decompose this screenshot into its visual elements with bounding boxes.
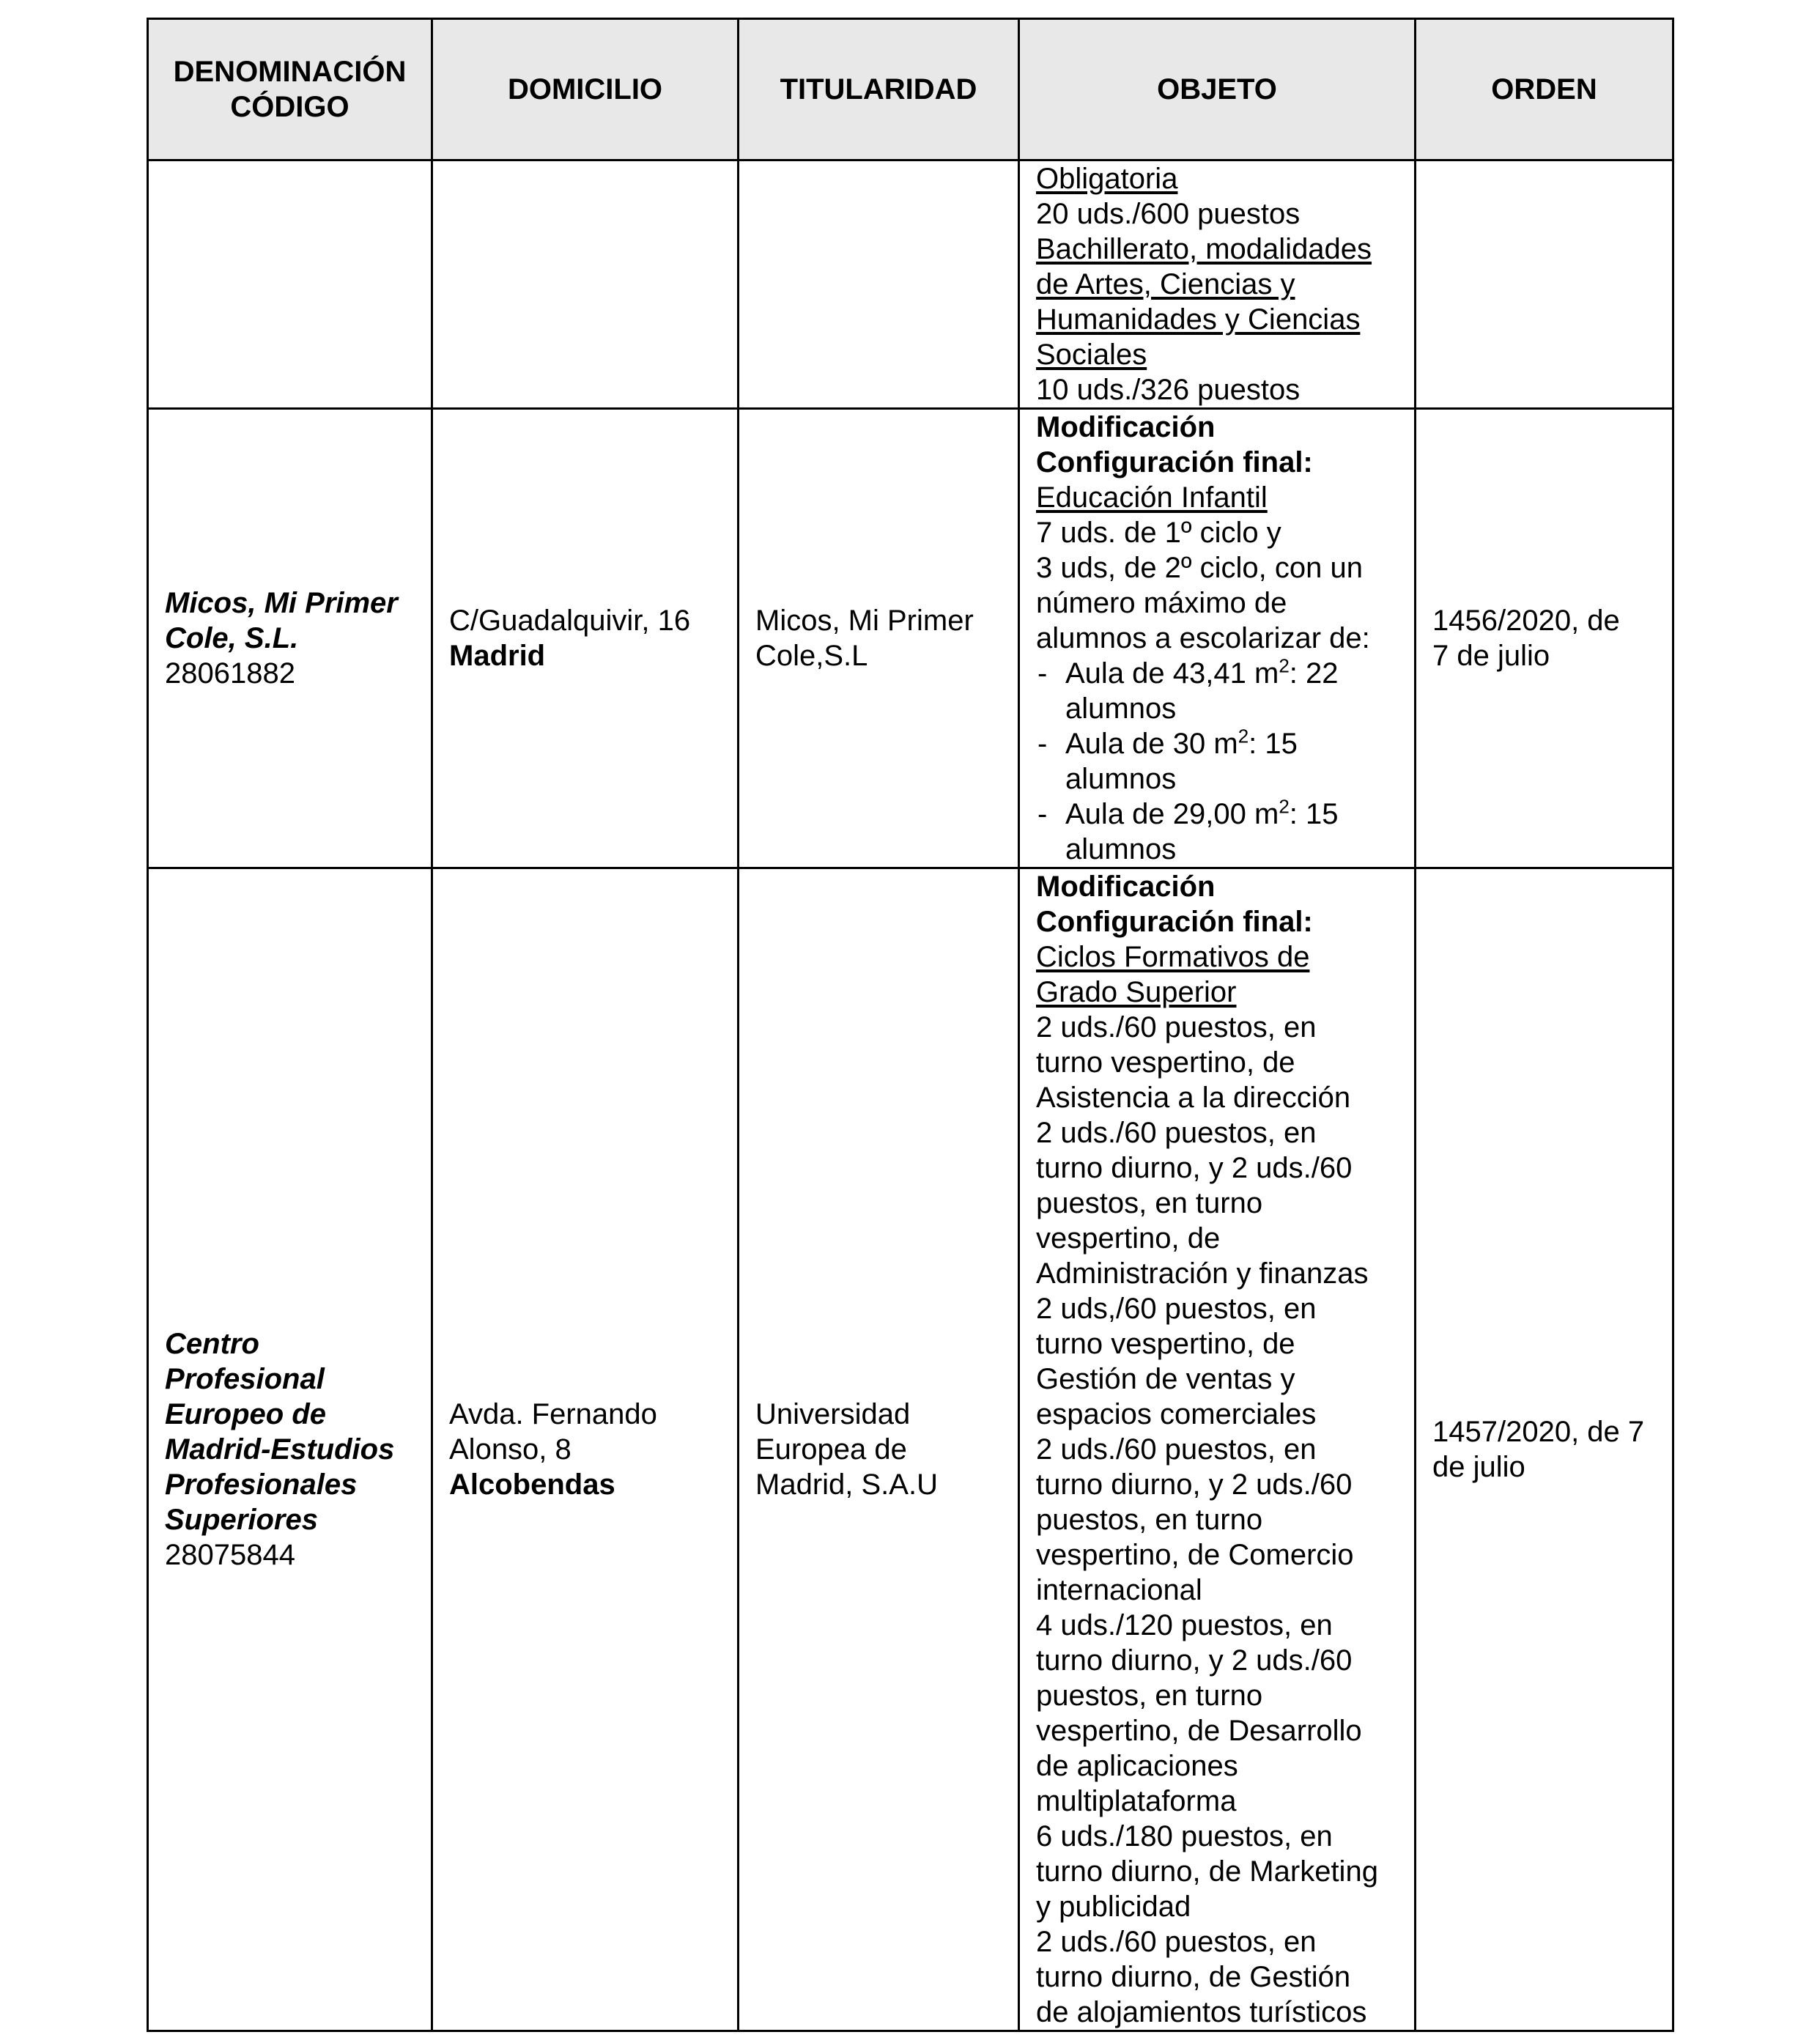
cell-denominacion: Micos, Mi Primer Cole, S.L. 28061882 — [148, 409, 432, 868]
objeto-line: puestos, en turno — [1036, 1504, 1263, 1536]
cell-denominacion: Centro Profesional Europeo de Madrid-Estudios Profesionales Superiores 28075844 — [148, 868, 432, 2031]
header-titularidad: TITULARIDAD — [739, 19, 1019, 160]
objeto-line: Administración y finanzas — [1036, 1257, 1369, 1290]
cell-orden — [1416, 160, 1673, 409]
list-item: - Aula de 30 $m^2$: 15 alumnos — [1037, 725, 1298, 795]
cell-denominacion — [148, 160, 432, 409]
objeto-line: de alojamientos turísticos — [1036, 1996, 1367, 2028]
table-row — [148, 160, 1673, 409]
objeto-line: 2 uds./60 puestos, en — [1036, 1433, 1317, 1466]
objeto-line: puestos, en turno — [1036, 1680, 1263, 1712]
cell-domicilio — [432, 160, 739, 409]
codigo: 28075844 — [165, 1539, 295, 1571]
objeto-line: turno diurno, de Gestión — [1036, 1961, 1351, 1993]
objeto-line: Asistencia a la dirección — [1036, 1082, 1351, 1114]
objeto-line: turno diurno, de Marketing — [1036, 1855, 1378, 1888]
objeto-line: espacios comerciales — [1036, 1398, 1317, 1430]
objeto-line: y publicidad — [1036, 1891, 1191, 1923]
objeto-line: turno diurno, y 2 uds./60 — [1036, 1152, 1353, 1184]
objeto-line: 2 uds./60 puestos, en — [1036, 1011, 1317, 1043]
objeto-line: turno diurno, y 2 uds./60 — [1036, 1468, 1353, 1501]
header-denominacion: DENOMINACIÓN CÓDIGO — [148, 19, 432, 160]
objeto-line: de aplicaciones — [1036, 1750, 1238, 1782]
cell-titularidad — [739, 160, 1019, 409]
centros-table — [147, 18, 1674, 2032]
cell-objeto: Modificación Configuración final: Ciclos Formativos de Grado Superior 2 uds./60 puestos, en turno vespertino, de Asistencia a la dirección 2 uds./60 puestos, en turno diurno, y 2 uds./60 puestos, en turno vespertino, de Administración y finanzas 2 uds,/60 puestos, en turno vespertino, de Gestión de ventas y espacios comerciales 2 uds./60 puestos, en turno diurno, y 2 uds./60 puestos, en turno vespertino, de Comercio internacional 4 uds./120 puestos, en turno diurno, y 2 uds./60 puestos, en turno vespertino, de Desarrollo de aplicaciones multiplataforma 6 uds./180 puestos, en turno diurno, de Marketing y publicidad 2 uds./60 puestos, en turno diurno, de Gestión de alojamientos turísticos — [1019, 868, 1416, 2031]
table-row — [148, 409, 1673, 868]
header-row — [148, 19, 1673, 160]
objeto-line: 2 uds./60 puestos, en — [1036, 1117, 1317, 1149]
cell-titularidad: Micos, Mi Primer Cole,S.L — [739, 409, 1019, 868]
objeto-line: 6 uds./180 puestos, en — [1036, 1820, 1333, 1852]
objeto-line: 2 uds,/60 puestos, en — [1036, 1293, 1317, 1325]
objeto-line: turno diurno, y 2 uds./60 — [1036, 1644, 1353, 1677]
objeto-line: 4 uds./120 puestos, en — [1036, 1609, 1333, 1641]
objeto-line: internacional — [1036, 1574, 1202, 1606]
objeto-line: turno vespertino, de — [1036, 1046, 1295, 1079]
header-objeto: OBJETO — [1019, 19, 1416, 160]
objeto-lines — [1036, 1010, 1398, 2030]
objeto-line: multiplataforma — [1036, 1785, 1237, 1817]
cell-domicilio: C/Guadalquivir, 16 Madrid — [432, 409, 739, 868]
objeto-line: puestos, en turno — [1036, 1187, 1263, 1219]
objeto-line: turno vespertino, de — [1036, 1328, 1295, 1360]
cell-titularidad: Universidad Europea de Madrid, S.A.U — [739, 868, 1019, 2031]
objeto-line: Gestión de ventas y — [1036, 1363, 1295, 1395]
list-item: - Aula de 29,00 $m^2$: 15 alumnos — [1037, 795, 1339, 865]
objeto-line: 2 uds./60 puestos, en — [1036, 1926, 1317, 1958]
cell-domicilio: Avda. Fernando Alonso, 8 Alcobendas — [432, 868, 739, 2031]
objeto-line: vespertino, de Comercio — [1036, 1539, 1354, 1571]
header-orden: ORDEN — [1416, 19, 1673, 160]
cell-objeto: Obligatoria 20 uds./600 puestos Bachillerato, modalidades de Artes, Ciencias y Humanidades y Ciencias Sociales 10 uds./326 puestos — [1019, 160, 1416, 409]
codigo: 28061882 — [165, 657, 295, 690]
cell-orden: 1456/2020, de 7 de julio — [1416, 409, 1673, 868]
cell-objeto: Modificación Configuración final: Educación Infantil 7 uds. de 1º ciclo y 3 uds, de 2º ciclo, con un número máximo de alumnos a escolarizar de: - Aula de 43,41 $m^2$: 22 alumnos - Aula de 30 $m^2$: 15 alumnos - Aula de 29,00 $m^2$: 15 alumnos — [1019, 409, 1416, 868]
objeto-line: vespertino, de Desarrollo — [1036, 1715, 1362, 1747]
objeto-line: vespertino, de — [1036, 1222, 1221, 1255]
table-row — [148, 868, 1673, 2031]
header-domicilio: DOMICILIO — [432, 19, 739, 160]
list-item: - Aula de 43,41 $m^2$: 22 alumnos — [1037, 654, 1339, 725]
cell-orden: 1457/2020, de 7 de julio — [1416, 868, 1673, 2031]
